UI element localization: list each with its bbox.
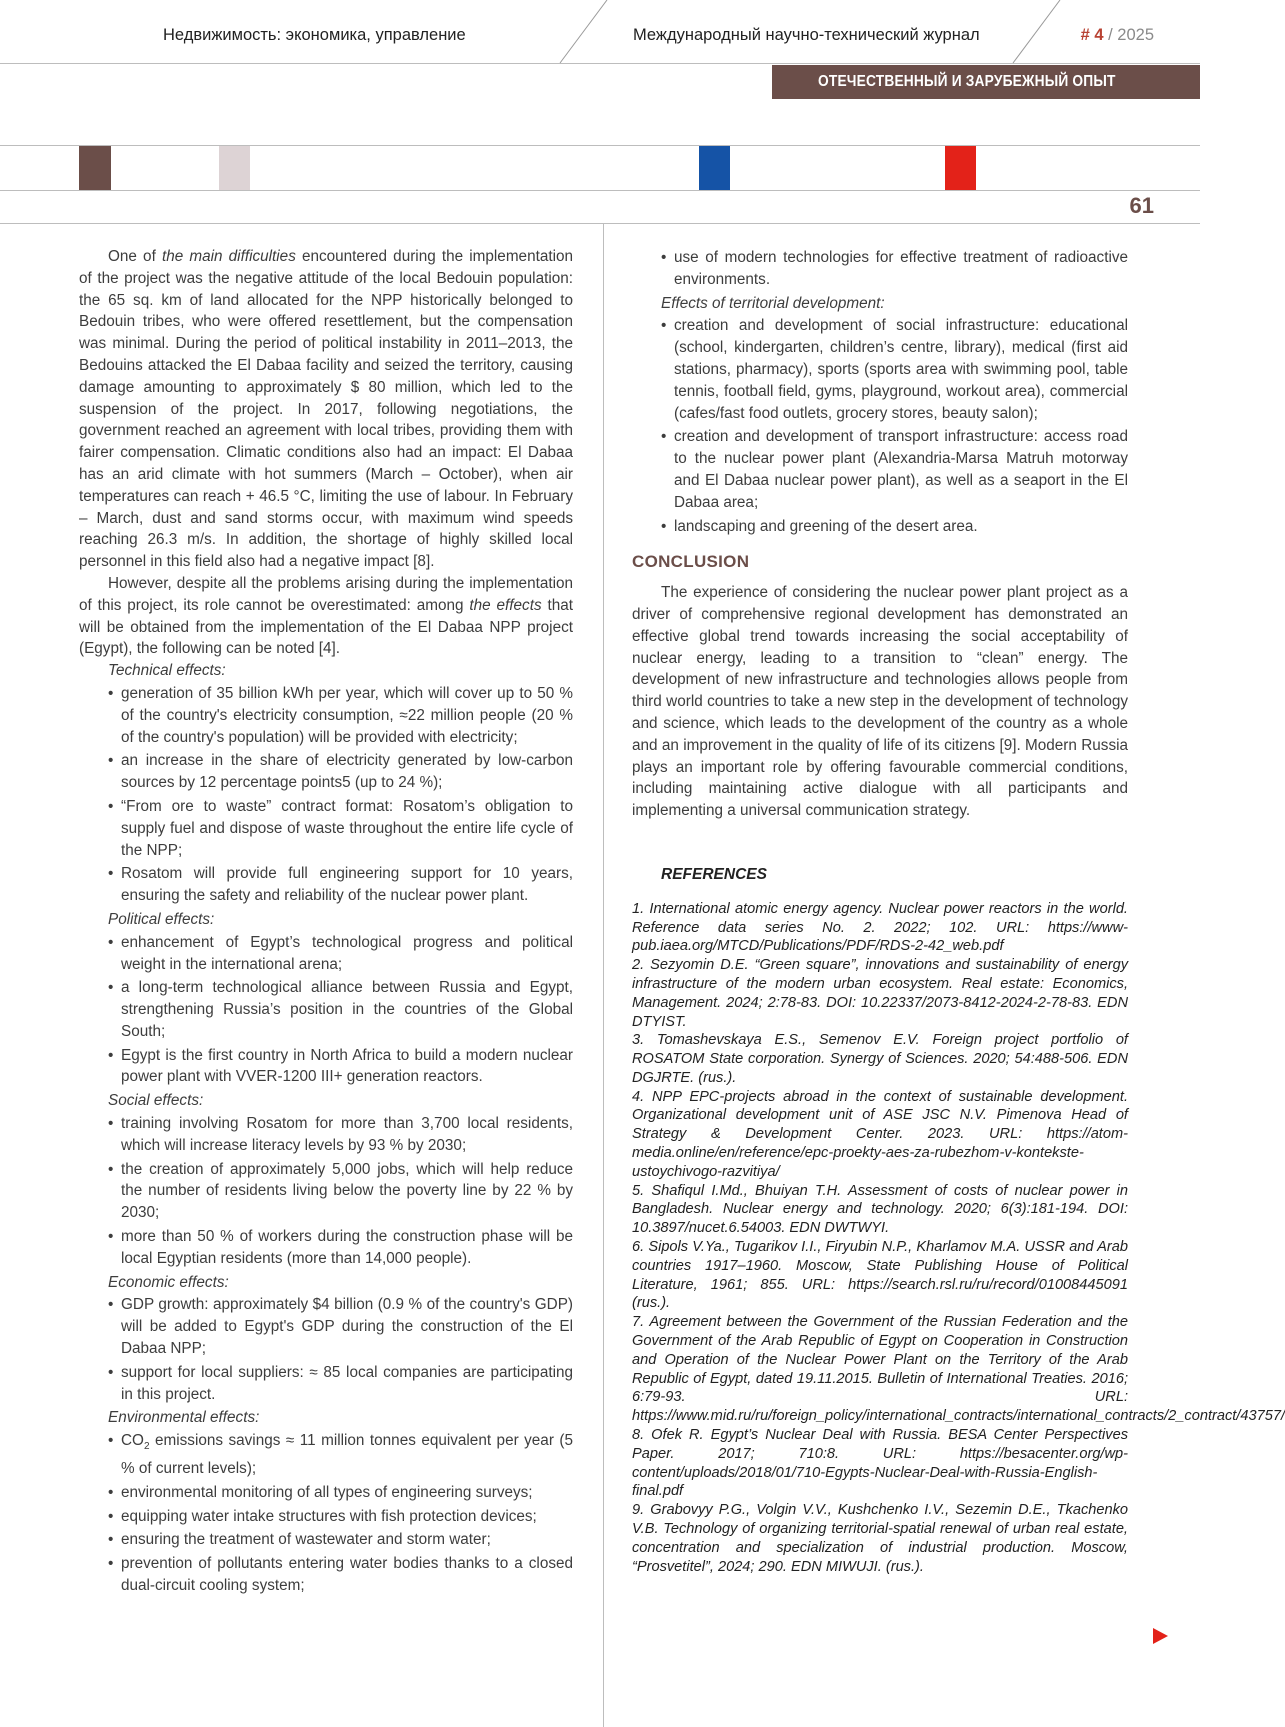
reference-item: 3. Tomashevskaya E.S., Semenov E.V. Foreign project portfolio of ROSATOM State corporation. Synergy of Sciences. 2020; 54:488-506. EDN DGJRTE. (rus.). (632, 1032, 1128, 1086)
list-item: • more than 50 % of workers during the construction phase will be local Egyptian residents (more than 14,000 people). (121, 1226, 573, 1270)
reference-item: 8. Ofek R. Egypt’s Nuclear Deal with Russia. BESA Center Perspectives Paper. 2017; 710:8. URL: https://besacenter.org/wp-content/uploads/2018/01/710-Egypts-Nuclear-Deal-with-Russia-English-final.pdf (632, 1427, 1128, 1500)
list-item: • creation and development of social infrastructure: educational (school, kindergarten, children’s centre, library), medical (first aid stations, pharmacy), sports (sports area with swimming pool, table tennis, football field, gyms, playground, workout area), commercial (cafes/fast food outlets, grocery stores, beauty salon); (674, 315, 1128, 424)
list-item: • prevention of pollutants entering water bodies thanks to a closed dual-circuit cooling system; (121, 1553, 573, 1597)
reference-item: 2. Sezyomin D.E. “Green square”, innovations and sustainability of energy infrastructure of the modern urban ecosystem. Real estate: Economics, Management. 2024; 2:78-83. DOI: 10.22337/2073-8412-2024-2-78-83. EDN DTYIST. (632, 957, 1128, 1030)
journal-subtitle-ru: Международный научно-технический журнал (633, 26, 980, 44)
list-item: • environmental monitoring of all types of engineering surveys; (121, 1482, 573, 1504)
color-block-blue (699, 146, 730, 190)
left-column (79, 246, 573, 1599)
header-lines (0, 0, 1200, 200)
paragraph-effects-intro: However, despite all the problems arising during the implementation of this project, its role cannot be overestimated: among the effects that will be obtained from the implementation of the El Dabaa NPP project (Egypt), the following can be noted [4]. (79, 574, 573, 658)
conclusion-heading: CONCLUSION (632, 552, 750, 572)
content-top-rule (0, 223, 1200, 224)
list-item: • creation and development of transport infrastructure: access road to the nuclear power plant (Alexandria-Marsa Matruh motorway and El Dabaa nuclear power plant), as well as a seaport in the El Dabaa area; (674, 426, 1128, 513)
references-heading: REFERENCES (661, 865, 767, 883)
list-item: • generation of 35 billion kWh per year, which will cover up to 50 % of the country's electricity consumption, ≈22 million people (20 % of the country's population) will be provided with electricity; (121, 683, 573, 748)
list-item: • landscaping and greening of the desert area. (674, 516, 1128, 538)
list-item: • a long-term technological alliance between Russia and Egypt, strengthening Russia’s position in the countries of the Global South; (121, 977, 573, 1042)
social-effects-title: Social effects: (108, 1092, 204, 1110)
right-column (632, 246, 1285, 1576)
environmental-effects-list (79, 1430, 573, 1597)
economic-effects-title: Economic effects: (108, 1273, 229, 1291)
list-item: • $CO_2$ emissions savings ≈ 11 million tonnes equivalent per year (5 % of current levels); (121, 1430, 573, 1480)
list-item: • use of modern technologies for effective treatment of radioactive environments. (674, 247, 1128, 291)
list-item: • Rosatom will provide full engineering support for 10 years, ensuring the safety and reliability of the nuclear power plant. (121, 863, 573, 907)
political-effects-list (79, 932, 573, 1089)
reference-item: 1. International atomic energy agency. Nuclear power reactors in the world. Reference data series No. 2. 2022; 102. URL: https://www-pub.iaea.org/MTCD/Publications/PDF/RDS-2-42_web.pdf (632, 900, 1128, 955)
list-item: • support for local suppliers: ≈ 85 local companies are participating in this project. (121, 1362, 573, 1406)
list-item: • the creation of approximately 5,000 jobs, which will help reduce the number of residents living below the poverty line by 22 % by 2030; (121, 1159, 573, 1224)
issue-hash: # 4 (1080, 26, 1104, 44)
reference-item: 7. Agreement between the Government of the Russian Federation and the Government of the Arab Republic of Egypt on Cooperation in Construction and Operation of the Nuclear Power Plant on the Territory of the Arab Republic of Egypt, dated 19.11.2015. Bulletin of International Treaties. 2016; 6:79-93. URL: https://www.mid.ru/ru/foreign_policy/international_contracts/international_contracts/2_contract/43757/ (632, 1314, 1285, 1425)
political-effects-title: Political effects: (108, 910, 215, 928)
social-effects-list (79, 1113, 573, 1270)
technical-effects-title: Technical effects: (108, 662, 226, 680)
page-number: 61 (1129, 193, 1154, 218)
list-item: • ensuring the treatment of wastewater and storm water; (121, 1529, 573, 1551)
technical-effects-list (79, 683, 573, 907)
territorial-effects-title: Effects of territorial development: (661, 294, 885, 312)
reference-item: 6. Sipols V.Ya., Tugarikov I.I., Firyubin N.P., Kharlamov M.A. USSR and Arab countries 1917–1960. Moscow, State Publishing House of Political Literature, 1961; 855. URL: https://search.rsl.ru/ru/record/01008445091 (rus.). (632, 1239, 1128, 1312)
color-block-pink (219, 146, 250, 190)
issue-year: / 2025 (1103, 26, 1154, 44)
environmental-effects-title: Environmental effects: (108, 1409, 260, 1427)
territorial-effects-list (632, 315, 1128, 537)
list-item: • an increase in the share of electricity generated by low-carbon sources by 12 percentage points5 (up to 24 %); (121, 750, 573, 794)
list-item: • GDP growth: approximately $4 billion (0.9 % of the country's GDP) will be added to Egypt's GDP during the construction of the El Dabaa NPP; (121, 1294, 573, 1359)
conclusion-paragraph: The experience of considering the nuclear power plant project as a driver of comprehensive regional development has demonstrated an effective global trend towards increasing the social acceptability of nuclear energy, leading to a transition to “clean” energy. The development of new infrastructure and technologies allows people from third world countries to take a new step in the development of technology and science, which leads to the development of the country as a whole and an improvement in the quality of life of its citizens [9]. Modern Russia plays an important role by offering favourable commercial conditions, including maintaining active dialogue with all participants and implementing a universal communication strategy. (632, 584, 1128, 820)
list-item: • “From ore to waste” contract format: Rosatom’s obligation to supply fuel and dispose of waste throughout the entire life cycle of the NPP; (121, 796, 573, 861)
column-divider (603, 224, 604, 1727)
color-block-brown (79, 146, 111, 190)
economic-effects-list (79, 1294, 573, 1405)
reference-item: 5. Shafiqul I.Md., Bhuiyan T.H. Assessment of costs of nuclear power in Bangladesh. Nuclear energy and technology. 2020; 6(3):181-194. DOI: 10.3897/nucet.6.54003. EDN DWTWYI. (632, 1182, 1128, 1237)
section-banner (772, 65, 1200, 99)
journal-title-ru: Недвижимость: экономика, управление (163, 26, 466, 44)
technical-effects-continued (632, 247, 1128, 291)
paragraph-difficulties: One of the main difficulties encountered during the implementation of the project was the negative attitude of the local Bedouin population: the 65 sq. km of land allocated for the NPP historically belonged to Bedouin tribes, who were offered resettlement, but the compensation was minimal. During the period of political instability in 2011–2013, the Bedouins attacked the El Dabaa facility and seized the territory, causing damage amounting to approximately $ 80 million, which led to the suspension of the project. In 2017, following negotiations, the government reached an agreement with local tribes, providing them with fairer compensation. Climatic conditions also had an impact: El Dabaa has an arid climate with hot summers (March – October), when air temperatures can reach + 46.5 °C, limiting the use of labour. In February – March, dust and sand storms occur, with maximum wind speeds reaching 26.3 m/s. In addition, the shortage of highly skilled local personnel in this field also had a negative impact [8]. (79, 248, 573, 571)
reference-item: 9. Grabovyy P.G., Volgin V.V., Kushchenko I.V., Sezemin D.E., Tkachenko V.B. Technology of organizing territorial-spatial renewal of urban real estate, concentration and specialization of industrial production. Moscow, “Prosvetitel”, 2024; 290. EDN MIWUJI. (rus.). (632, 1502, 1128, 1575)
list-item: • equipping water intake structures with fish protection devices; (121, 1506, 573, 1528)
references-list (632, 900, 1285, 1577)
reference-item: 4. NPP EPC-projects abroad in the context of sustainable development. Organizational development unit of ASE JSC N.V. Pimenova Head of Strategy & Development Center. 2023. URL: https://atom-media.online/en/reference/epc-proekty-aes-za-rubezhom-v-kontekste-ustoychivogo-razvitiya/ (632, 1088, 1128, 1180)
list-item: • enhancement of Egypt’s technological progress and political weight in the international arena; (121, 932, 573, 976)
section-title: ОТЕЧЕСТВЕННЫЙ И ЗАРУБЕЖНЫЙ ОПЫТ (818, 73, 1116, 90)
next-page-arrow-icon[interactable] (1153, 1628, 1168, 1644)
list-item: • training involving Rosatom for more than 3,700 local residents, which will increase literacy levels by 93 % by 2030; (121, 1113, 573, 1157)
list-item: • Egypt is the first country in North Africa to build a modern nuclear power plant with VVER-1200 III+ generation reactors. (121, 1045, 573, 1089)
color-block-red (945, 146, 976, 190)
